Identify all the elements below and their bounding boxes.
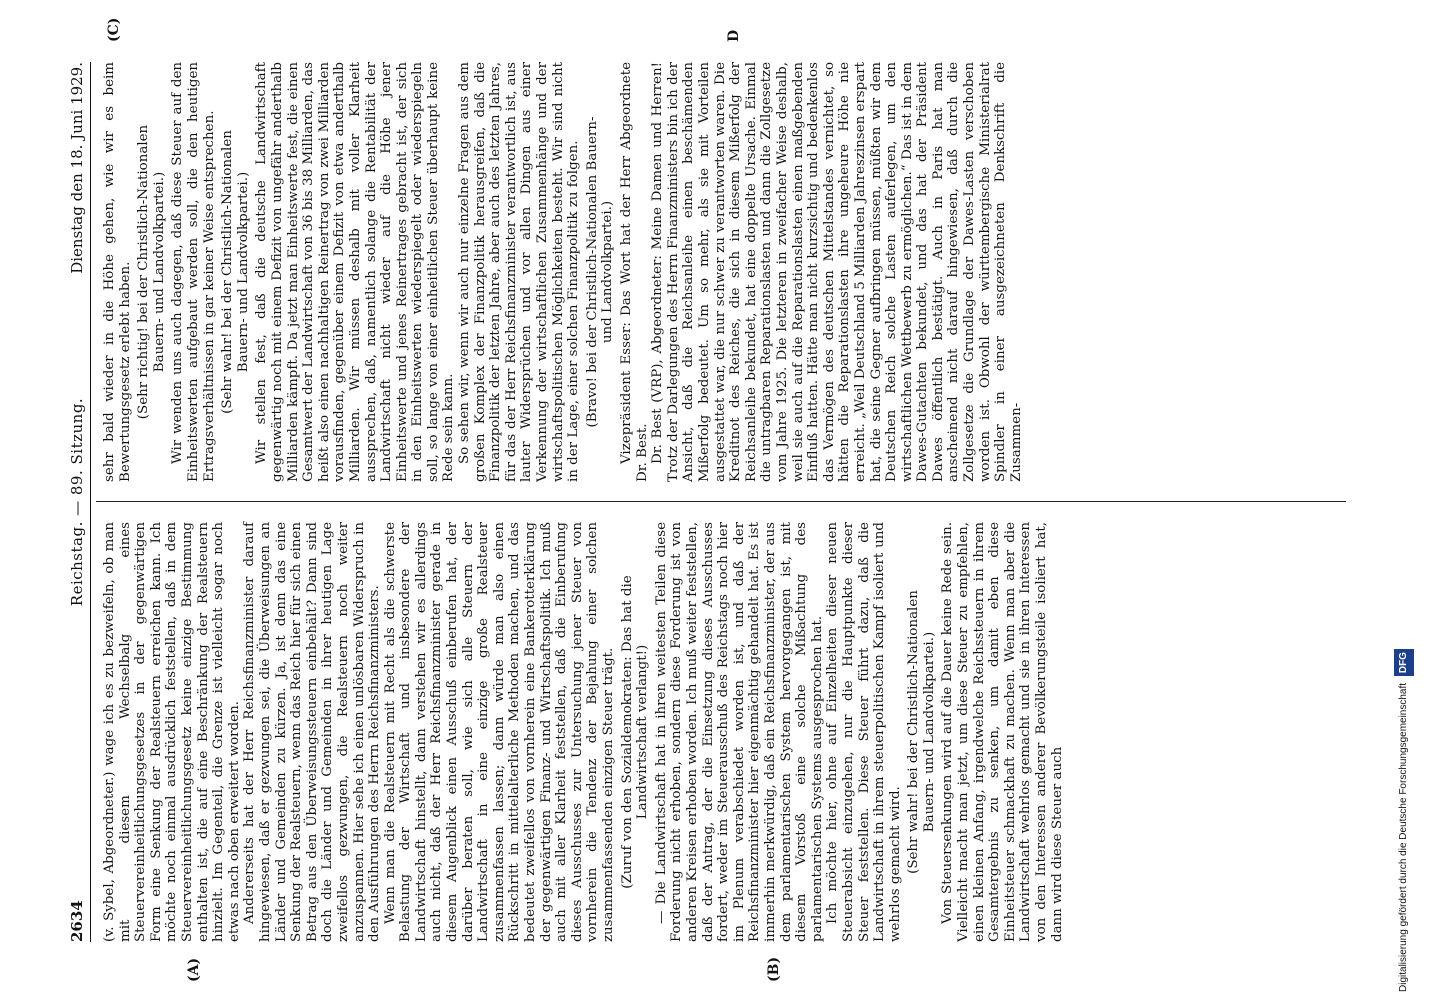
left-column — [102, 522, 1065, 942]
paragraph: Andererseits hat der Herr Reichsfinanzminister darauf hingewiesen, daß er gezwungen sei, die Überweisungen an Länder und Gemeinden zu kürzen. Ja, ist denn das eine Senkung der Realsteuern, wenn das Reich hier für sich einen Betrag aus den Überweisungssteuern einbehält? Dann sind doch die Länder und Gemeinden in ihrer heutigen Lage zweifellos gezwungen, die Realsteuern noch weiter anzuspannen. Hier sehe ich einen unlösbaren Widerspruch in den Ausführungen des Herrn Reichsfinanzministers. — [242, 522, 383, 942]
funding-note: Digitalisierung gefördert durch die Deutsche Forschungsgemeinschaft — [1398, 682, 1409, 992]
interjection: (Sehr richtig! bei der Christlich-Nationalen Bauern- und Landvolkpartei.) — [136, 124, 167, 420]
margin-marker-a: (A) — [186, 957, 202, 982]
header-rule — [90, 62, 91, 942]
paragraph: Wir stellen fest, daß die deutsche Landwirtschaft gegenwärtig noch mit einem Defizit von ungefähr anderthalb Milliarden kämpft. Da jetzt man Einheitswerte fest, die einen Gesamtwert der Landwirtschaft von 36 bis 38 Milliarden, das heißt also einen nachhaltigen Reinertrag von zwei Milliarden vorausfinden, gegenüber einem Defizit von etwa anderthalb Milliarden. Wir müssen deshalb mit voller Klarheit aussprechen, daß, namentlich solange die Rentabilität der Landwirtschaft nicht wieder auf die Höhe jener Einheitswerte und jenes Reinertrages gebracht ist, der sich in den Einheitswerten wiederspiegelt oder wiederspiegeln soll, so lange von einer einheitlichen Steuer überhaupt keine Rede sein kann. — [254, 62, 457, 482]
paragraph: Wir wenden uns auch dagegen, daß diese Steuer auf den Einheitswerten aufgebaut werden soll, die den heutigen Ertragsverhältnissen in gar keiner Weise entsprechen. — [170, 62, 217, 482]
interjection: (Zuruf von den Sozialdemokraten: Das hat die Landwirtschaft verlangt!) — [619, 575, 651, 889]
paragraph: — Die Landwirtschaft hat in ihren weitesten Teilen diese Forderung nicht erhoben, sondern diese Forderung ist von anderen Kreisen erhoben worden. Ich muß weiter feststellen, daß der Antrag, der die Einsetzung dieses Ausschusses fordert, weder im Steuerausschuß des Reichstags noch hier im Plenum verabschiedet worden ist, und daß der Reichsfinanzminister hier eigenmächtig gehandelt hat. Es ist immerhin merkwürdig, daß ein Reichsfinanzminister, der aus dem parlamentarischen System hervorgegangen ist, mit diesem Vorstoß eine solche Mißachtung des parlamentarischen Systems ausgesprochen hat. — [653, 522, 825, 942]
interjection: (Sehr wahr! bei der Christlich-Nationalen Bauern- und Landvolkpartei.) — [220, 130, 251, 414]
margin-marker-d: D — [726, 29, 742, 42]
session-date: Dienstag den 18. Juni 1929. — [68, 62, 86, 274]
margin-marker-c: (C) — [106, 17, 122, 42]
paragraph: Wenn man die Realsteuern mit Recht als die schwerste Belastung der Wirtschaft und insbesondere der Landwirtschaft hinstellt, dann verstehen wir es allerdings auch nicht, daß der Herr Reichsfinanzminister gerade in diesem Augenblick einen Ausschuß einberufen hat, der darüber beraten soll, wie sich alle Steuern der Landwirtschaft in eine einzige große Realsteuer zusammenfassen lassen; dann würde man also einen Rückschritt in mittelalterliche Methoden machen, und das bedeutet zweifellos von vornherein eine Bankerotterklärung der gegenwärtigen Finanz- und Wirtschaftspolitik. Ich muß auch mit aller Klarheit feststellen, daß die Einberufung dieses Ausschusses zur Untersuchung jener Steuer von vornherein die Tendenz der Bejahung einer solchen zusammenfassenden einzigen Steuer trägt. — [382, 522, 616, 942]
paragraph: sehr bald wieder in die Höhe gehen, wie wir es beim Bewertungsgesetz erlebt haben. — [102, 62, 133, 482]
margin-marker-b: (B) — [766, 956, 782, 982]
paragraph: (v. Sybel, Abgeordneter.) wage ich es zu bezweifeln, ob man mit diesem Wechselbalg eines Steuervereinheitlichungsgesetzes in der gegenwärtigen Form eine Senkung der Realsteuern erreichen kann. Ich möchte noch einmal ausdrücklich feststellen, daß in dem Steuervereinheitlichungsgesetz keine einzige Bestimmung enthalten ist, die auf eine Beschränkung der Realsteuern hinzielt. Im Gegenteil, die Grenze ist vielleicht sogar noch etwas nach oben erweitert worden. — [102, 522, 242, 942]
session-title: Reichstag. — 89. Sitzung. — [68, 397, 86, 607]
page-header — [66, 62, 90, 942]
paragraph: So sehen wir, wenn wir auch nur einzelne Fragen aus dem großen Komplex der Finanzpolitik herausgreifen, daß die Finanzpolitik der letzten Jahre, aber auch des letzten Jahres, für das der Herr Reichsfinanzminister verantwortlich ist, aus lauter Widersprüchen und vor allen Dingen aus einer Verkennung der wirtschaftlichen Zusammenhänge und der wirtschaftspolitischen Möglichkeiten besteht. Wir sind nicht in der Lage, einer solchen Finanzpolitik zu folgen. — [457, 62, 582, 482]
paragraph: Ich möchte hier, ohne auf Einzelheiten dieser neuen Steuerabsicht einzugehen, nur die Hauptpunkte dieser Steuer feststellen. Diese Steuer führt dazu, daß die Landwirtschaft in ihrem steuerpolitischen Kampf isoliert und wehrlos gemacht wird. — [825, 522, 903, 942]
page-content — [66, 17, 1356, 982]
paragraph: Dr. Best (VRP), Abgeordneter: Meine Damen und Herren! Trotz der Darlegungen des Herrn Finanzministers bin ich der Ansicht, daß die Reichsanleihe einen beschämenden Mißerfolg bedeutet. Um so mehr, als sie mit Vorteilen ausgestattet war, die nur schwer zu verantworten waren. Die Kreditnot des Reiches, die sich in diesem Mißerfolg der Reichsanleihe bekundet, hat eine doppelte Ursache. Einmal die untragbaren Reparationslasten und dann die Zollgesetze vom Jahre 1925. Die letzteren in zweifacher Weise deshalb, weil sie auch auf die Reparationslasten einen maßgebenden Einfluß hatten. Hätte man nicht kurzsichtig und bedenkenlos das Vermögen des deutschen Mittelstandes vernichtet, so hätten die Reparationslasten ihre ungeheure Höhe nie erreicht. „Weil Deutschland 5 Milliarden Jahreszinsen erspart hat, die seine Gegner aufbringen müssen, müßten wir dem Deutschen Reich solche Lasten auferlegen, um den wirtschaftlichen Wettbewerb zu ermöglichen.“ Das ist in dem Dawes-Gutachten bekundet, und das hat der Präsident Dawes öffentlich bestätigt. Auch in Paris hat man anscheinend nicht darauf hingewiesen, daß durch die Zollgesetze die Grundlage der Dawes-Lasten verschoben worden ist. Obwohl der württembergische Ministerialrat Spindler in einer ausgezeichneten Denkschrift die Zusammen- — [650, 62, 1024, 482]
column-divider — [96, 501, 1346, 502]
dfg-badge: DFG — [1394, 649, 1414, 676]
interjection: (Sehr wahr! bei der Christlich-Nationalen Bauern- und Landvolkpartei.) — [906, 590, 937, 874]
side-note — [1394, 12, 1414, 992]
page-number: 2634 — [68, 900, 86, 942]
paragraph: Vizepräsident Esser: Das Wort hat der Herr Abgeordnete Dr. Best. — [619, 62, 650, 482]
paragraph: Von Steuersenkungen wird auf die Dauer keine Rede sein. Vielleicht macht man jetzt, um diese Steuer zu empfehlen, einen kleinen Anfang, irgendwelche Reichssteuern in ihrem Gesamtergebnis zu senken, um damit eben diese Einheitsteuer schmackhaft zu machen. Wenn man aber die Landwirtschaft wehrlos gemacht und sie in ihren Interessen von den Interessen anderer Bevölkerungsteile isoliert hat, dann wird diese Steuer auch — [940, 522, 1065, 942]
interjection: (Bravo! bei der Christlich-Nationalen Bauern- und Landvolkpartei.) — [584, 116, 616, 428]
right-column — [102, 62, 1024, 482]
